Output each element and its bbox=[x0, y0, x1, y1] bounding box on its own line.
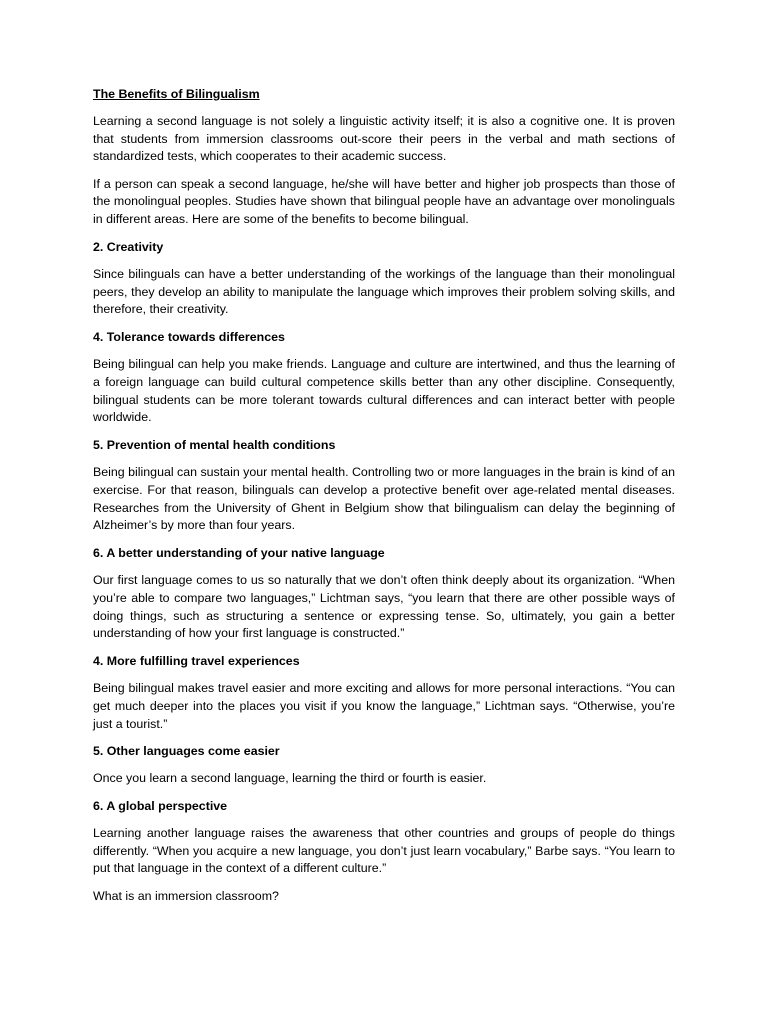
section-heading-creativity: 2. Creativity bbox=[93, 239, 164, 254]
closing-question: What is an immersion classroom? bbox=[93, 888, 279, 903]
section-body-travel: Being bilingual makes travel easier and more exciting and allows for more personal interactions. “You can get much deeper into the places you visit if you know the language,” Lichtman says. “Otherwise, you’re just a tourist.” bbox=[93, 681, 675, 731]
intro-paragraph: If a person can speak a second language, he/she will have better and higher job prospects than those of the monolingual peoples. Studies have shown that bilingual people have an advantage over monolinguals in different areas. Here are some of the benefits to become bilingual. bbox=[93, 176, 675, 227]
section-body-mental-health: Being bilingual can sustain your mental health. Controlling two or more languages in the brain is kind of an exercise. For that reason, bilinguals can develop a protective benefit over age-related mental diseases. Researches from the University of Ghent in Belgium show that bilingualism can delay the beginning of Alzheimer’s by more than four years. bbox=[93, 465, 676, 533]
section-body-native-language: Our first language comes to us so naturally that we don’t often think deeply about its organization. “When you’re able to compare two languages,” Lichtman says, “you learn that there are other possible ways of doing things, such as structuring a sentence or expressing tense. So, ultimately, you gain a better understanding of how your first language is constructed.” bbox=[93, 573, 675, 641]
section-body-tolerance: Being bilingual can help you make friends. Language and culture are intertwined, and thus the learning of a foreign language can build cultural competence skills better than any other discipline. Consequently, bilingual students can be more tolerant towards cultural differences and can interact better with people worldwide. bbox=[93, 357, 675, 425]
section-body-other-languages: Once you learn a second language, learning the third or fourth is easier. bbox=[93, 771, 487, 786]
section-heading-mental-health: 5. Prevention of mental health conditions bbox=[93, 437, 336, 452]
section-heading-native-language: 6. A better understanding of your native language bbox=[93, 545, 385, 560]
section-heading-other-languages: 5. Other languages come easier bbox=[93, 743, 280, 758]
section-body-global-perspective: Learning another language raises the awareness that other countries and groups of people do things differently. “When you acquire a new language, you don’t just learn vocabulary,” Barbe says. “You learn to put that language in the context of a different culture.” bbox=[93, 825, 675, 876]
section-heading-tolerance: 4. Tolerance towards differences bbox=[93, 329, 285, 344]
document-title: The Benefits of Bilingualism bbox=[93, 87, 260, 101]
section-heading-travel: 4. More fulfilling travel experiences bbox=[93, 653, 300, 668]
intro-paragraph: Learning a second language is not solely a linguistic activity itself; it is also a cognitive one. It is proven that students from immersion classrooms out-score their peers in the verbal and math sections of standardized tests, which cooperates to their academic success. bbox=[93, 113, 675, 164]
section-body-creativity: Since bilinguals can have a better understanding of the workings of the language than their monolingual peers, they develop an ability to manipulate the language which improves their problem solving skills, and therefore, their creativity. bbox=[93, 266, 675, 317]
section-heading-global-perspective: 6. A global perspective bbox=[93, 798, 228, 813]
